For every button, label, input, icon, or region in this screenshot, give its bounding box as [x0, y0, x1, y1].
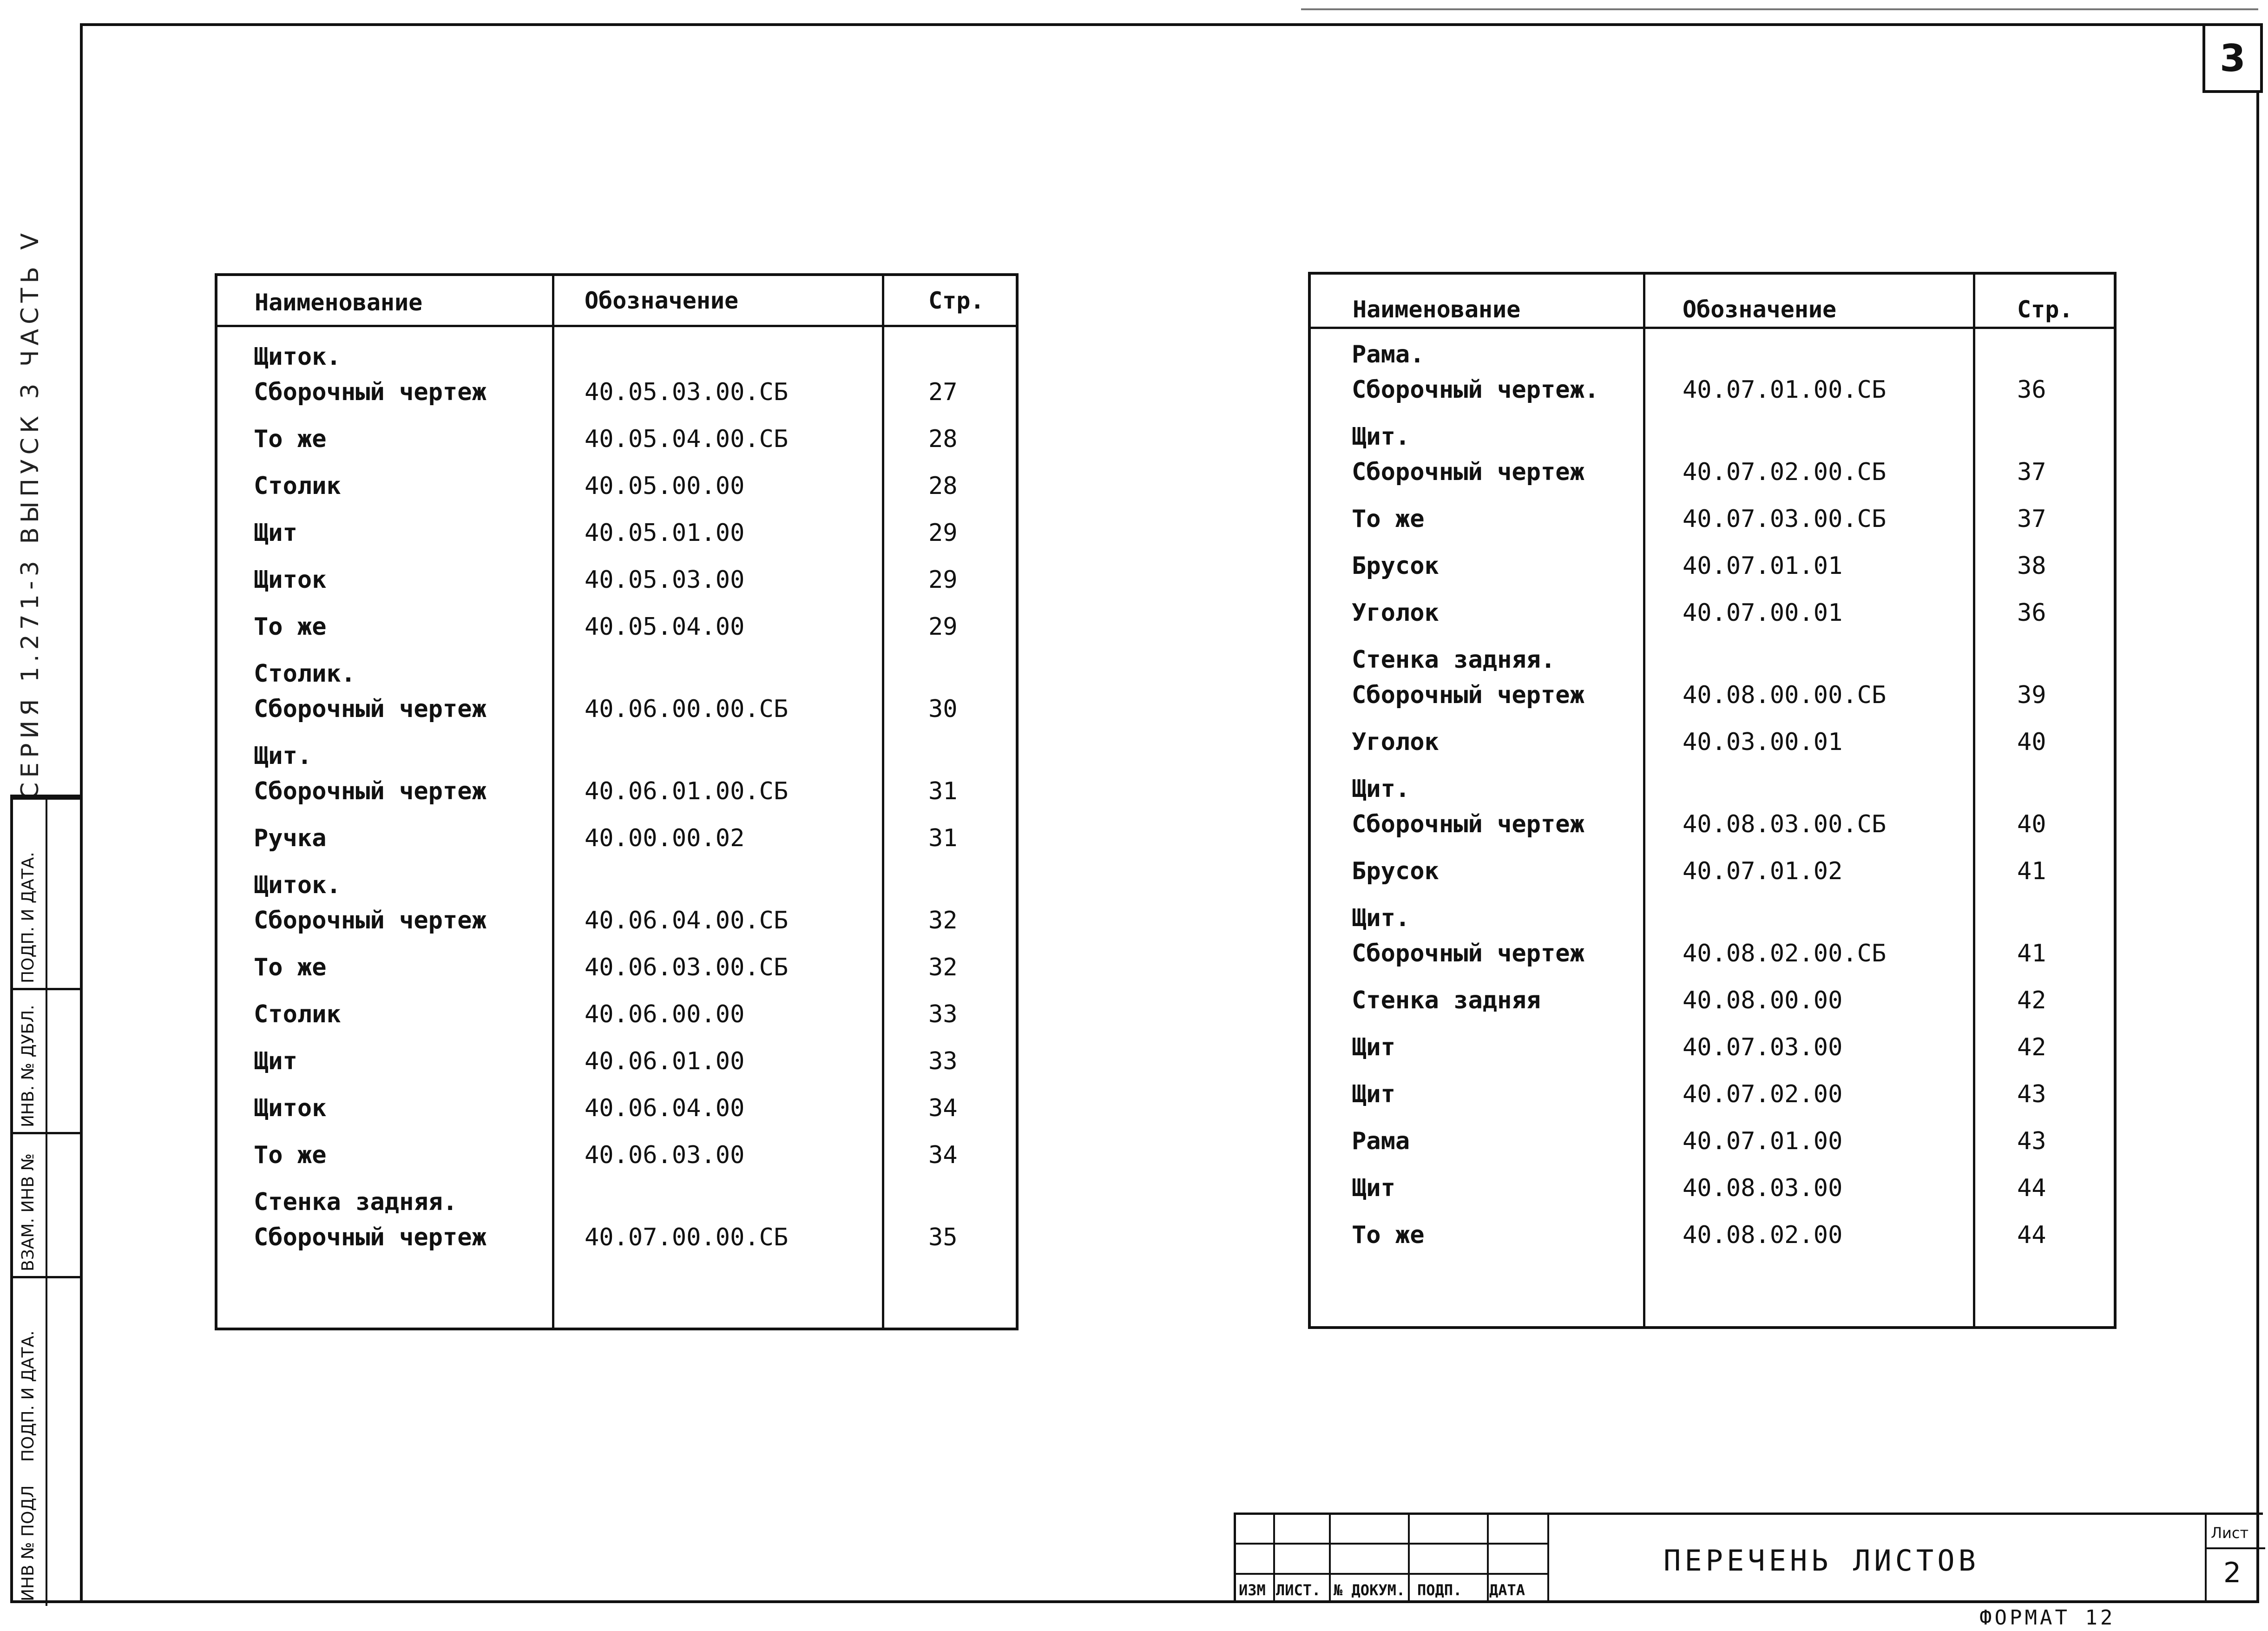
row-name: Щит: [254, 519, 297, 547]
row-name: Стенка задняя.: [1352, 646, 1556, 674]
sheet-list-table-left: [215, 273, 1019, 1330]
row-name: Щит: [254, 1047, 297, 1075]
row-name: Щиток: [254, 1094, 327, 1122]
row-designation: 40.05.03.00: [585, 566, 745, 594]
row-name: Сборочный чертеж: [1352, 458, 1584, 486]
row-designation: 40.08.00.00.СБ: [1683, 681, 1887, 709]
row-designation: 40.05.01.00: [585, 519, 745, 547]
row-designation: 40.08.03.00: [1683, 1174, 1843, 1202]
row-name: Щит.: [1352, 775, 1410, 803]
row-page: 27: [928, 378, 958, 406]
row-page: 31: [928, 777, 958, 805]
sheet-corner-number: 3: [2202, 23, 2263, 93]
row-name: Щит.: [1352, 423, 1410, 451]
row-name: Ручка: [254, 824, 327, 852]
row-name: Щит.: [1352, 904, 1410, 932]
row-page: 34: [928, 1094, 958, 1122]
row-page: 33: [928, 1047, 958, 1075]
row-page: 29: [928, 519, 958, 547]
stamp-label: ИНВ № ПОДЛ: [19, 1485, 38, 1601]
header-name: Наименование: [1353, 296, 1521, 323]
row-page: 36: [2017, 376, 2046, 404]
row-name: Щит.: [254, 742, 312, 770]
column-label-doc: № ДОКУМ.: [1334, 1581, 1406, 1599]
header-name: Наименование: [255, 289, 423, 316]
row-designation: 40.05.04.00: [585, 613, 745, 641]
row-designation: 40.06.04.00: [585, 1094, 745, 1122]
row-name: Стенка задняя: [1352, 986, 1541, 1014]
row-name: Щит: [1352, 1033, 1395, 1061]
row-page: 40: [2017, 728, 2046, 756]
row-name: Сборочный чертеж: [254, 1223, 486, 1251]
row-designation: 40.06.01.00.СБ: [585, 777, 789, 805]
row-designation: 40.07.01.01: [1683, 552, 1843, 580]
row-designation: 40.07.03.00.СБ: [1683, 505, 1887, 533]
row-name: Рама: [1352, 1127, 1410, 1155]
row-page: 44: [2017, 1174, 2046, 1202]
row-page: 42: [2017, 1033, 2046, 1061]
row-name: Брусок: [1352, 857, 1439, 885]
row-page: 37: [2017, 505, 2046, 533]
row-designation: 40.03.00.01: [1683, 728, 1843, 756]
format-label: ФОРМАТ 12: [1979, 1606, 2116, 1630]
row-page: 40: [2017, 810, 2046, 838]
column-label-date: ДАТА: [1489, 1581, 1525, 1599]
top-scan-line: [1301, 8, 2258, 10]
row-designation: 40.07.01.00.СБ: [1683, 376, 1887, 404]
row-name: Столик: [254, 472, 341, 500]
row-page: 33: [928, 1000, 958, 1028]
stamp-label: ВЗАМ. ИНВ №: [19, 1153, 38, 1271]
column-label-list: ЛИСТ.: [1276, 1581, 1321, 1599]
row-page: 42: [2017, 986, 2046, 1014]
side-series-text: СЕРИЯ 1.271-3 ВЫПУСК 3 ЧАСТЬ V: [16, 228, 44, 799]
row-designation: 40.08.03.00.СБ: [1683, 810, 1887, 838]
row-designation: 40.06.01.00: [585, 1047, 745, 1075]
stamp-cell: [13, 1467, 80, 1606]
row-designation: 40.06.03.00: [585, 1141, 745, 1169]
row-name: Сборочный чертеж: [254, 777, 486, 805]
row-designation: 40.05.00.00: [585, 472, 745, 500]
row-page: 32: [928, 907, 958, 934]
row-name: Сборочный чертеж.: [1352, 376, 1599, 404]
row-page: 39: [2017, 681, 2046, 709]
stamp-cell: [13, 797, 80, 988]
row-name: Сборочный чертеж: [1352, 810, 1584, 838]
row-designation: 40.07.00.01: [1683, 599, 1843, 627]
row-name: Сборочный чертеж: [254, 378, 486, 406]
row-designation: 40.05.04.00.СБ: [585, 425, 789, 453]
row-name: Брусок: [1352, 552, 1439, 580]
side-stamp-strip: [10, 795, 80, 1603]
row-name: Сборочный чертеж: [1352, 940, 1584, 967]
row-name: Щит: [1352, 1174, 1395, 1202]
row-designation: 40.06.00.00.СБ: [585, 695, 789, 723]
row-designation: 40.06.00.00: [585, 1000, 745, 1028]
stamp-cell: [13, 1276, 80, 1467]
row-name: Уголок: [1352, 599, 1439, 627]
row-page: 37: [2017, 458, 2046, 486]
stamp-label: ИНВ. № ДУБЛ.: [19, 1005, 38, 1127]
side-series-label: [16, 195, 44, 799]
row-page: 41: [2017, 857, 2046, 885]
row-designation: 40.07.03.00: [1683, 1033, 1843, 1061]
row-name: То же: [254, 954, 327, 981]
row-name: Рама.: [1352, 341, 1425, 368]
header-designation: Обозначение: [1683, 296, 1837, 323]
stamp-label: ПОДП. И ДАТА.: [19, 1330, 38, 1462]
row-page: 43: [2017, 1080, 2046, 1108]
row-page: 29: [928, 613, 958, 641]
row-page: 38: [2017, 552, 2046, 580]
row-page: 28: [928, 472, 958, 500]
row-page: 30: [928, 695, 958, 723]
sheet-list-table-right: [1308, 272, 2117, 1329]
column-label-sign: ПОДП.: [1417, 1581, 1462, 1599]
row-name: То же: [254, 1141, 327, 1169]
header-designation: Обозначение: [585, 287, 739, 314]
row-page: 36: [2017, 599, 2046, 627]
row-page: 41: [2017, 940, 2046, 967]
stamp-cell: [13, 1132, 80, 1276]
header-page: Стр.: [928, 287, 985, 314]
row-name: Сборочный чертеж: [254, 907, 486, 934]
row-name: Столик.: [254, 660, 356, 688]
row-page: 32: [928, 954, 958, 981]
row-name: Щиток.: [254, 343, 341, 371]
row-page: 35: [928, 1223, 958, 1251]
row-name: Стенка задняя.: [254, 1188, 458, 1216]
row-name: Столик: [254, 1000, 341, 1028]
sheet-number: 2: [2223, 1557, 2242, 1589]
row-page: 28: [928, 425, 958, 453]
row-name: Щит: [1352, 1080, 1395, 1108]
row-designation: 40.05.03.00.СБ: [585, 378, 789, 406]
row-name: Щиток.: [254, 871, 341, 899]
row-name: Щиток: [254, 566, 327, 594]
row-page: 44: [2017, 1221, 2046, 1249]
row-designation: 40.07.02.00.СБ: [1683, 458, 1887, 486]
row-designation: 40.07.01.00: [1683, 1127, 1843, 1155]
header-page: Стр.: [2017, 296, 2073, 323]
stamp-label: ПОДП. И ДАТА.: [19, 852, 38, 983]
row-designation: 40.07.02.00: [1683, 1080, 1843, 1108]
row-designation: 40.07.01.02: [1683, 857, 1843, 885]
document-title: ПЕРЕЧЕНЬ ЛИСТОВ: [1663, 1544, 1979, 1578]
row-designation: 40.08.02.00.СБ: [1683, 940, 1887, 967]
row-page: 43: [2017, 1127, 2046, 1155]
row-name: То же: [1352, 1221, 1425, 1249]
sheet-label: Лист: [2211, 1524, 2249, 1542]
row-designation: 40.08.02.00: [1683, 1221, 1843, 1249]
row-name: То же: [254, 613, 327, 641]
row-name: То же: [254, 425, 327, 453]
row-name: Сборочный чертеж: [254, 695, 486, 723]
row-designation: 40.00.00.02: [585, 824, 745, 852]
row-page: 29: [928, 566, 958, 594]
row-name: Уголок: [1352, 728, 1439, 756]
row-designation: 40.08.00.00: [1683, 986, 1843, 1014]
row-designation: 40.06.04.00.СБ: [585, 907, 789, 934]
row-designation: 40.06.03.00.СБ: [585, 954, 789, 981]
column-label-izm: ИЗМ: [1239, 1581, 1266, 1599]
title-block: [1234, 1513, 2263, 1603]
stamp-cell: [13, 988, 80, 1132]
row-designation: 40.07.00.00.СБ: [585, 1223, 789, 1251]
row-page: 34: [928, 1141, 958, 1169]
row-page: 31: [928, 824, 958, 852]
row-name: То же: [1352, 505, 1425, 533]
row-name: Сборочный чертеж: [1352, 681, 1584, 709]
